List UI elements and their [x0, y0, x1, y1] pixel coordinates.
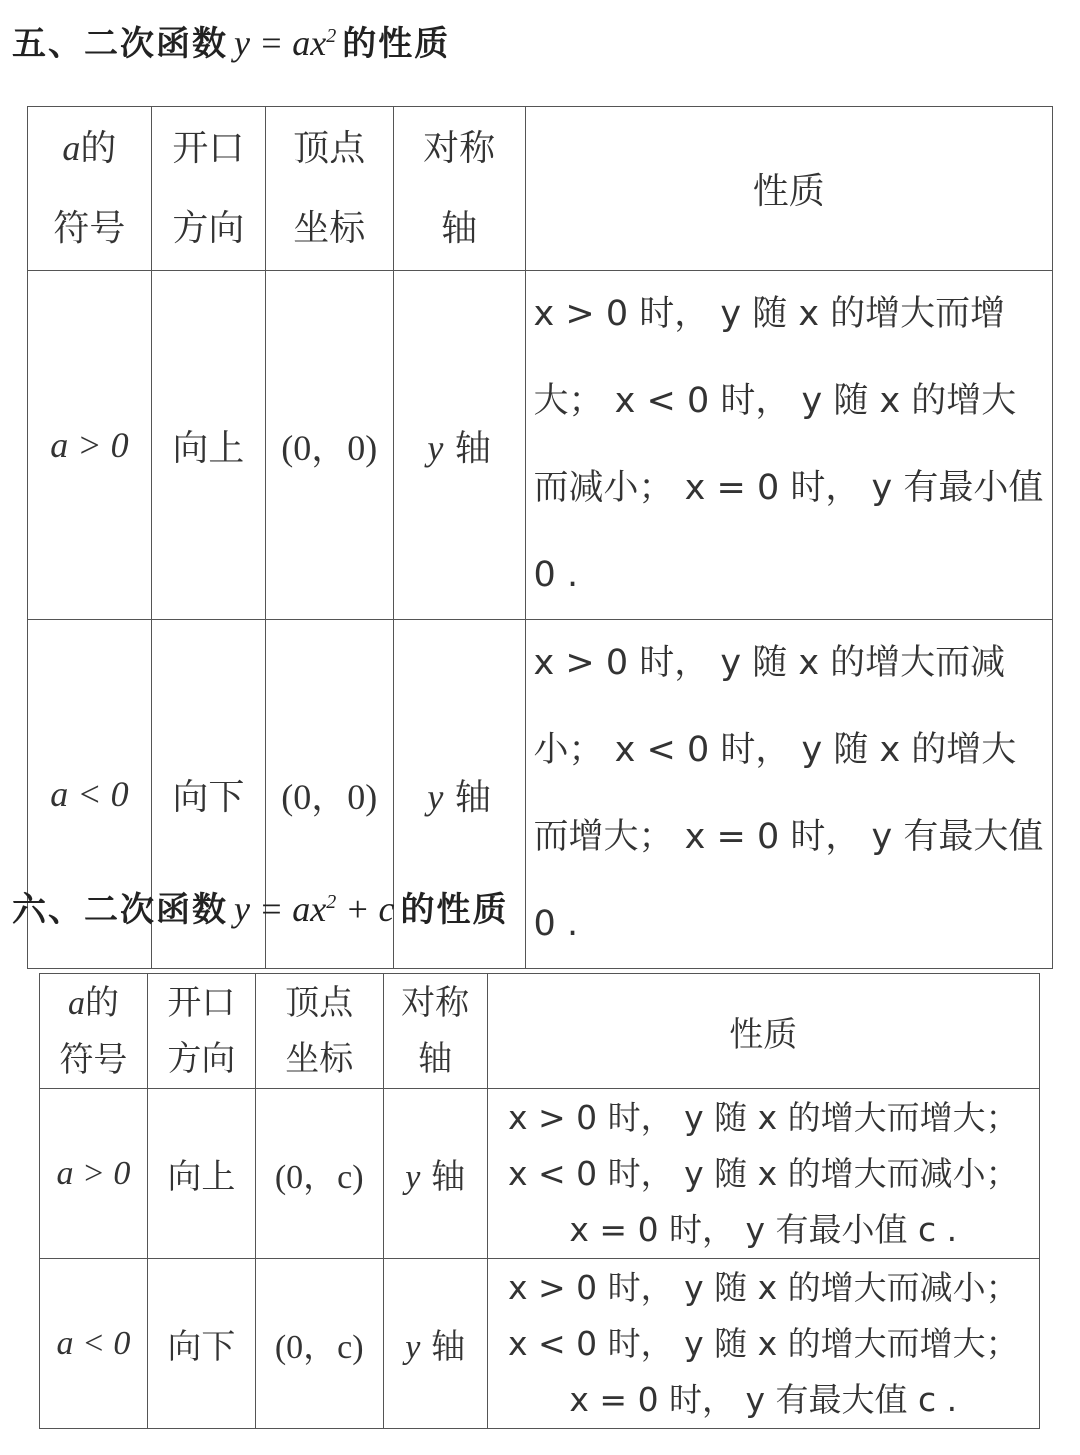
- cell-vertex: (0，c): [255, 1089, 383, 1259]
- table-header-row: [28, 107, 1053, 271]
- prop-line: x < 0 时， y 随 x 的增大而增大；: [507, 1323, 1019, 1363]
- axis-var: y: [405, 1329, 421, 1366]
- formula-tail: + c: [336, 889, 395, 929]
- cell-sign: a < 0: [28, 620, 152, 969]
- cell-sign: a > 0: [28, 271, 152, 620]
- cell-properties: [487, 1259, 1039, 1429]
- header-sign-line1: 的: [80, 128, 117, 169]
- formula-text: y = ax: [234, 889, 327, 929]
- cell-properties: x > 0 时， y 随 x 的增大而减小； x < 0 时， y 随 x 的增大而增大； x = 0 时， y 有最大值 0 .: [525, 620, 1052, 969]
- header-opening-line2: 方向: [172, 207, 245, 249]
- prop-line: x > 0 时， y 随 x 的增大而增大；: [507, 1097, 1019, 1137]
- header-vertex-line2: 坐标: [293, 207, 366, 249]
- header-sign-line2: 符号: [53, 208, 126, 249]
- axis-var: y: [405, 1159, 421, 1196]
- properties-table-ax2-plus-c: [39, 973, 1040, 1429]
- sign-var: a: [62, 128, 81, 168]
- header-opening-line2: 方向: [167, 1039, 236, 1079]
- cell-sign: a < 0: [40, 1259, 148, 1429]
- cell-sign: a > 0: [40, 1089, 148, 1259]
- header-axis-line1: 对称: [423, 127, 496, 169]
- header-axis: [393, 107, 525, 271]
- header-opening-line1: 开口: [167, 983, 236, 1023]
- cell-properties: [487, 1089, 1039, 1259]
- header-axis-line2: 轴: [441, 207, 478, 249]
- cell-axis: [393, 271, 525, 620]
- header-vertex: [255, 974, 383, 1089]
- heading-prefix: 五、二次函数: [12, 24, 228, 64]
- cell-axis: [383, 1089, 487, 1259]
- heading-formula: [234, 889, 395, 929]
- heading-suffix: 的性质: [342, 24, 451, 64]
- cell-opening: 向上: [147, 1089, 255, 1259]
- header-sign-line1: 的: [84, 982, 119, 1023]
- header-properties: 性质: [525, 107, 1052, 271]
- header-sign: [28, 107, 152, 271]
- cell-vertex: (0，0): [265, 620, 393, 969]
- heading-suffix: 的性质: [400, 890, 509, 930]
- axis-text: 轴: [454, 776, 491, 818]
- cell-vertex: (0，0): [265, 271, 393, 620]
- header-axis-line2: 轴: [418, 1039, 453, 1079]
- formula-exponent: 2: [326, 891, 337, 913]
- header-sign-line2: 符号: [59, 1039, 128, 1080]
- heading-formula: [234, 23, 336, 63]
- prop-line: x < 0 时， y 随 x 的增大而减小；: [507, 1153, 1019, 1193]
- table-row: [40, 1259, 1040, 1429]
- header-sign: [40, 974, 148, 1089]
- header-vertex: [265, 107, 393, 271]
- prop-line: x > 0 时， y 随 x 的增大而减小；: [507, 1267, 1019, 1307]
- properties-table-ax2: [27, 106, 1053, 969]
- cell-properties: x > 0 时， y 随 x 的增大而增大； x < 0 时， y 随 x 的增大而减小； x = 0 时， y 有最小值 0 .: [525, 271, 1052, 620]
- header-vertex-line1: 顶点: [293, 127, 366, 169]
- axis-var: y: [427, 776, 444, 817]
- header-vertex-line2: 坐标: [285, 1039, 354, 1079]
- axis-var: y: [427, 427, 444, 468]
- table-row: [28, 271, 1053, 620]
- header-axis: [383, 974, 487, 1089]
- cell-opening: 向下: [147, 1259, 255, 1429]
- prop-line: x = 0 时， y 有最小值 c .: [569, 1209, 958, 1249]
- cell-axis: [383, 1259, 487, 1429]
- header-opening: [147, 974, 255, 1089]
- formula-exponent: 2: [326, 25, 337, 47]
- formula-text: y = ax: [234, 23, 327, 63]
- header-axis-line1: 对称: [401, 983, 470, 1023]
- table-header-row: [40, 974, 1040, 1089]
- section-heading-quadratic-ax2-plus-c: [12, 882, 509, 931]
- heading-prefix: 六、二次函数: [12, 890, 228, 930]
- axis-text: 轴: [454, 427, 491, 469]
- section-heading-quadratic-ax2: [12, 16, 450, 65]
- cell-opening: 向上: [151, 271, 265, 620]
- axis-text: 轴: [431, 1157, 466, 1197]
- header-properties: 性质: [487, 974, 1039, 1089]
- prop-line: x = 0 时， y 有最大值 c .: [569, 1379, 958, 1419]
- sign-var: a: [67, 984, 85, 1022]
- header-opening: [151, 107, 265, 271]
- cell-opening: 向下: [151, 620, 265, 969]
- cell-vertex: (0，c): [255, 1259, 383, 1429]
- axis-text: 轴: [431, 1327, 466, 1367]
- header-opening-line1: 开口: [172, 127, 245, 169]
- header-vertex-line1: 顶点: [285, 983, 354, 1023]
- table-row: [40, 1089, 1040, 1259]
